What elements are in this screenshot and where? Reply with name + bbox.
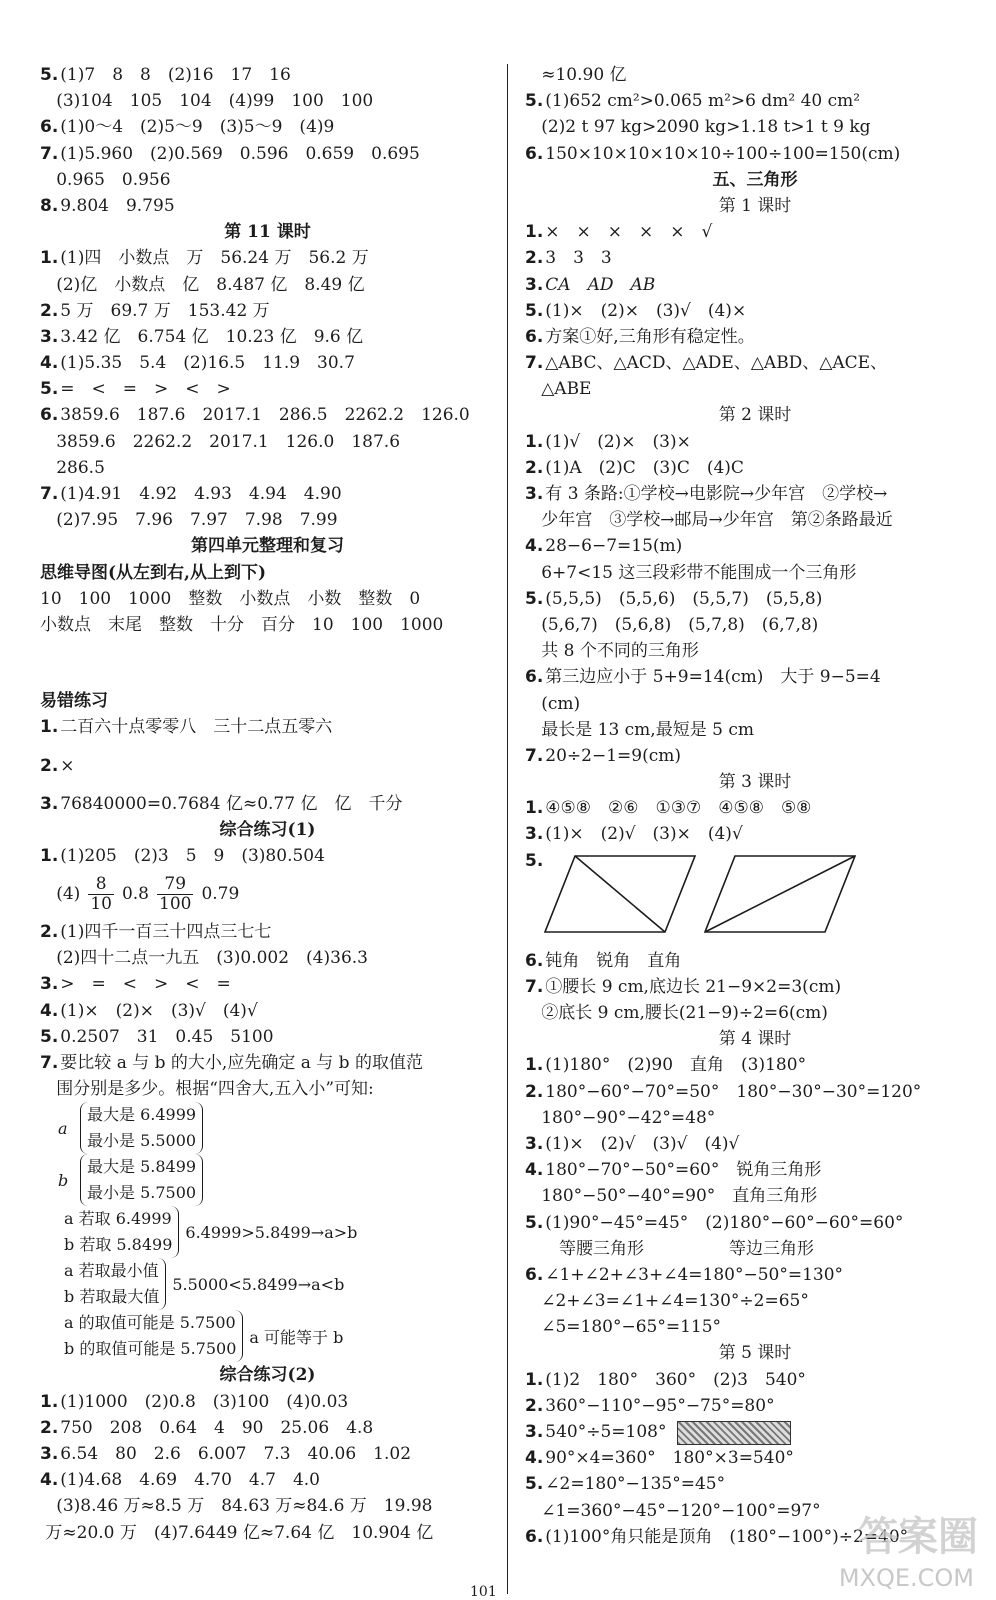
item-number: 2. bbox=[525, 1395, 544, 1416]
answer-text: a 若取最小值 bbox=[64, 1261, 159, 1281]
answer-text: 0.2507 31 0.45 5100 bbox=[60, 1026, 274, 1047]
answer-text: × bbox=[60, 755, 75, 776]
item-number: 5. bbox=[525, 588, 544, 609]
section-heading: 第 5 课时 bbox=[718, 1343, 792, 1364]
answer-text: (1)× (2)× (3)√ (4)√ bbox=[60, 1000, 258, 1021]
answer-text: 90°×4=360° 180°×3=540° bbox=[545, 1448, 794, 1469]
range-brace-a bbox=[58, 1102, 495, 1154]
answer-text: 万≈20.0 万 (4)7.6449 亿≈7.64 亿 10.904 亿 bbox=[45, 1522, 434, 1543]
answer-text: 3.42 亿 6.754 亿 10.23 亿 9.6 亿 bbox=[60, 326, 364, 347]
item-number: 4. bbox=[525, 536, 544, 557]
item-number: 7. bbox=[40, 143, 59, 164]
item-number: 2. bbox=[525, 248, 544, 269]
answer-text: △ABE bbox=[541, 379, 592, 400]
answer-text: 540°÷5=108° bbox=[545, 1422, 667, 1442]
case-brace-3 bbox=[58, 1310, 495, 1362]
answer-text: △ABC、△ACD、△ADE、△ABD、△ACE、 bbox=[545, 353, 888, 374]
item-number: 5. bbox=[525, 850, 544, 871]
section-heading: 综合练习(1) bbox=[219, 819, 316, 840]
answer-text: 10 100 1000 整数 小数点 小数 整数 0 bbox=[40, 588, 421, 609]
answer-text: (1)四 小数点 万 56.24 万 56.2 万 bbox=[60, 248, 369, 269]
answer-text: 最小是 5.5000 bbox=[87, 1131, 197, 1151]
section-heading: 第四单元整理和复习 bbox=[191, 536, 344, 557]
item-number: 6. bbox=[525, 143, 544, 164]
answer-text: (2)四十二点一九五 (3)0.002 (4)36.3 bbox=[56, 948, 368, 969]
answer-text: 有 3 条路:①学校→电影院→少年宫 ②学校→ bbox=[545, 484, 888, 504]
item-number: 5. bbox=[40, 379, 59, 400]
answer-text: 最大是 6.4999 bbox=[87, 1105, 197, 1125]
answer-text: b 若取 5.8499 bbox=[64, 1235, 173, 1255]
answer-text: (1)100°角只能是顶角 (180°−100°)÷2=40° bbox=[545, 1526, 909, 1547]
answer-text: 二百六十点零零八 三十二点五零六 bbox=[60, 717, 333, 738]
answer-text: (1)5.960 (2)0.569 0.596 0.659 0.695 bbox=[60, 143, 420, 164]
denominator: 100 bbox=[159, 894, 192, 915]
answer-text: 3859.6 2262.2 2017.1 126.0 187.6 bbox=[56, 431, 401, 452]
answer-text: 钝角 锐角 直角 bbox=[545, 950, 682, 971]
answer-text: 等腰三角形 等边三角形 bbox=[525, 1238, 814, 1259]
item-number: 1. bbox=[40, 717, 59, 738]
answer-text: b 的取值可能是 5.7500 bbox=[64, 1339, 237, 1359]
brace-box bbox=[58, 1206, 179, 1258]
item-number: 6. bbox=[40, 405, 59, 426]
parallelogram-figures bbox=[525, 848, 985, 948]
answer-text: (1)× (2)× (3)√ (4)× bbox=[545, 300, 747, 321]
column-divider bbox=[507, 64, 508, 1594]
answer-text: b 若取最大值 bbox=[64, 1287, 160, 1307]
answer-text: 0.79 bbox=[201, 884, 240, 905]
item-number: 3. bbox=[525, 1422, 544, 1442]
right-column bbox=[525, 62, 985, 1550]
section-heading: 综合练习(2) bbox=[219, 1365, 316, 1386]
item-number: 2. bbox=[40, 1417, 59, 1438]
item-number: 6. bbox=[525, 326, 544, 347]
answer-text: ④⑤⑧ ②⑥ ①③⑦ ④⑤⑧ ⑤⑧ bbox=[545, 798, 812, 819]
subsection-heading: 思维导图(从左到右,从上到下) bbox=[40, 562, 267, 583]
answer-text: 最长是 13 cm,最短是 5 cm bbox=[541, 719, 754, 740]
answer-text: ∠5=180°−65°=115° bbox=[541, 1317, 722, 1338]
answer-text: 28−6−7=15(m) bbox=[545, 536, 683, 557]
item-number: 6. bbox=[525, 950, 544, 971]
answer-text: a 可能等于 b bbox=[249, 1327, 344, 1347]
answer-text: (1)0～4 (2)5～9 (3)5～9 (4)9 bbox=[60, 117, 335, 138]
answer-text: (1)2 180° 360° (2)3 540° bbox=[545, 1369, 806, 1390]
answer-text: (1)√ (2)× (3)× bbox=[545, 431, 691, 452]
answer-text: (1)205 (2)3 5 9 (3)80.504 bbox=[60, 845, 325, 866]
numerator: 79 bbox=[157, 875, 193, 895]
answer-text: 共 8 个不同的三角形 bbox=[541, 641, 699, 662]
answer-text: 180°−90°−42°=48° bbox=[541, 1107, 716, 1128]
answer-text: 第三边应小于 5+9=14(cm) 大于 9−5=4 bbox=[545, 667, 881, 688]
item-number: 2. bbox=[40, 300, 59, 321]
item-number: 3. bbox=[525, 484, 544, 504]
fraction-row bbox=[40, 638, 495, 688]
answer-text: × × × × × √ bbox=[545, 222, 713, 243]
answer-text: > = < > < = bbox=[60, 974, 231, 995]
answer-text: 6.4999>5.8499→a>b bbox=[185, 1222, 358, 1242]
item-number: 4. bbox=[40, 1470, 59, 1491]
answer-text: (1)1000 (2)0.8 (3)100 (4)0.03 bbox=[60, 1391, 349, 1412]
answer-text: ∠1+∠2+∠3+∠4=180°−50°=130° bbox=[545, 1264, 844, 1285]
brace-box bbox=[58, 1258, 166, 1310]
answer-text: 6+7<15 这三段彩带不能围成一个三角形 bbox=[541, 562, 857, 583]
answer-text: (cm) bbox=[541, 693, 581, 714]
answer-text: (5,5,5) (5,5,6) (5,5,7) (5,5,8) bbox=[545, 588, 823, 609]
brace-box bbox=[80, 1102, 203, 1154]
fraction bbox=[157, 875, 193, 914]
item-number: 3. bbox=[525, 1133, 544, 1154]
answer-text: = < = > < > bbox=[60, 379, 231, 400]
answer-text: (3)8.46 万≈8.5 万 84.63 万≈84.6 万 19.98 bbox=[56, 1496, 433, 1517]
section-heading: 第 4 课时 bbox=[718, 1029, 792, 1050]
item-number: 4. bbox=[525, 1160, 544, 1181]
item-number: 5. bbox=[525, 1212, 544, 1233]
diagonal-left bbox=[575, 856, 665, 932]
item-number: 1. bbox=[40, 1391, 59, 1412]
answer-text: ∠2+∠3=∠1+∠4=130°÷2=65° bbox=[541, 1291, 809, 1312]
item-number: 4. bbox=[525, 1448, 544, 1469]
numerator: 8 bbox=[88, 875, 114, 895]
answer-text: 180°−50°−40°=90° 直角三角形 bbox=[541, 1186, 818, 1207]
answer-text: ①腰长 9 cm,底边长 21−9×2=3(cm) bbox=[545, 976, 842, 997]
page-number: 101 bbox=[470, 1584, 497, 1600]
item-number: 8. bbox=[40, 195, 59, 216]
item-number: 1. bbox=[525, 222, 544, 243]
answer-text: (1)四千一百三十四点三七七 bbox=[60, 922, 272, 943]
answer-text: 286.5 bbox=[56, 457, 105, 478]
answer-text: (1)× (2)√ (3)√ (4)√ bbox=[545, 1133, 740, 1154]
watermark-logo: 答案圈 bbox=[858, 1514, 978, 1560]
watermark-url: MXQE.COM bbox=[838, 1564, 974, 1592]
subsection-heading: 易错练习 bbox=[40, 691, 108, 712]
answer-text: 3 3 3 bbox=[545, 248, 612, 269]
section-heading: 第 1 课时 bbox=[718, 195, 792, 216]
parallelogram-svg bbox=[525, 848, 865, 948]
item-number: 3. bbox=[40, 793, 59, 814]
answer-text: 最小是 5.7500 bbox=[87, 1183, 197, 1203]
answer-text: CA AD AB bbox=[545, 274, 656, 295]
item-number: 2. bbox=[525, 1081, 544, 1102]
item-number: 7. bbox=[525, 976, 544, 997]
brace-label: a bbox=[58, 1118, 68, 1138]
answer-text: (1)180° (2)90 直角 (3)180° bbox=[545, 1055, 807, 1076]
section-heading: 第 3 课时 bbox=[718, 772, 792, 793]
case-brace-1 bbox=[58, 1206, 495, 1258]
item-number: 6. bbox=[525, 1526, 544, 1547]
answer-text: ≈10.90 亿 bbox=[541, 65, 627, 85]
answer-text: 20÷2−1=9(cm) bbox=[545, 745, 682, 766]
item-number: 3. bbox=[525, 824, 544, 845]
item-number: 6. bbox=[40, 117, 59, 138]
answer-text: (1)× (2)√ (3)× (4)√ bbox=[545, 824, 743, 845]
item-number: 1. bbox=[525, 1055, 544, 1076]
answer-text: (1)4.68 4.69 4.70 4.7 4.0 bbox=[60, 1470, 321, 1491]
item-number: 7. bbox=[525, 745, 544, 766]
answer-text: 6.54 80 2.6 6.007 7.3 40.06 1.02 bbox=[60, 1443, 412, 1464]
answer-text: (1)90°−45°=45° (2)180°−60°−60°=60° bbox=[545, 1212, 904, 1233]
answer-text: 小数点 末尾 整数 十分 百分 10 100 1000 bbox=[40, 614, 444, 635]
range-brace-b bbox=[58, 1154, 495, 1206]
brace-box bbox=[58, 1310, 243, 1362]
answer-text: (5,6,7) (5,6,8) (5,7,8) (6,7,8) bbox=[541, 614, 819, 635]
item-number: 5. bbox=[525, 91, 544, 112]
item-number: 2. bbox=[525, 457, 544, 478]
answer-text: 要比较 a 与 b 的大小,应先确定 a 与 b 的取值范 bbox=[60, 1053, 423, 1073]
section-heading: 第 11 课时 bbox=[224, 222, 311, 243]
section-heading: 第 2 课时 bbox=[718, 405, 792, 426]
item-number: 5. bbox=[525, 1474, 544, 1495]
brace-box bbox=[80, 1154, 203, 1206]
item-number: 4. bbox=[40, 1000, 59, 1021]
answer-text: ∠2=180°−135°=45° bbox=[545, 1474, 726, 1495]
answer-text: (4) bbox=[56, 884, 81, 905]
answer-text: (1)A (2)C (3)C (4)C bbox=[545, 457, 744, 478]
answer-text: (2)7.95 7.96 7.97 7.98 7.99 bbox=[56, 510, 338, 531]
answer-text: 5.5000<5.8499→a<b bbox=[172, 1274, 345, 1294]
item-number: 7. bbox=[40, 484, 59, 504]
answer-text: 少年宫 ③学校→邮局→少年宫 第②条路最近 bbox=[541, 510, 893, 531]
item-number: 5. bbox=[525, 300, 544, 321]
answer-text: (1)4.91 4.92 4.93 4.94 4.90 bbox=[60, 484, 342, 504]
item-number: 2. bbox=[40, 922, 59, 943]
item-number: 7. bbox=[525, 353, 544, 374]
item-number: 3. bbox=[40, 326, 59, 347]
item-number: 5. bbox=[40, 1026, 59, 1047]
item-number: 1. bbox=[525, 431, 544, 452]
item-number: 5. bbox=[40, 65, 59, 85]
item-number: 1. bbox=[40, 845, 59, 866]
item-number: 3. bbox=[40, 1443, 59, 1464]
denominator: 10 bbox=[90, 894, 112, 915]
item-number: 3. bbox=[40, 974, 59, 995]
answer-text: 0.965 0.956 bbox=[56, 169, 171, 190]
answer-text: (2)亿 小数点 亿 8.487 亿 8.49 亿 bbox=[56, 274, 365, 295]
item-number: 1. bbox=[525, 798, 544, 819]
answer-text: 5 万 69.7 万 153.42 万 bbox=[60, 300, 270, 321]
answer-text: (1)5.35 5.4 (2)16.5 11.9 30.7 bbox=[60, 353, 355, 374]
item-number: 6. bbox=[525, 1264, 544, 1285]
item-number: 1. bbox=[525, 1369, 544, 1390]
answer-text: a 的取值可能是 5.7500 bbox=[64, 1313, 236, 1333]
answer-text: (3)104 105 104 (4)99 100 100 bbox=[56, 91, 374, 112]
answer-text: (2)2 t 97 kg>2090 kg>1.18 t>1 t 9 kg bbox=[541, 117, 871, 138]
answer-text: 180°−60°−70°=50° 180°−30°−30°=120° bbox=[545, 1081, 922, 1102]
answer-text: 方案①好,三角形有稳定性。 bbox=[545, 326, 755, 347]
answer-text: 0.8 bbox=[121, 884, 149, 905]
answer-text: 750 208 0.64 4 90 25.06 4.8 bbox=[60, 1417, 374, 1438]
answer-text: (1)652 cm²>0.065 m²>6 dm² 40 cm² bbox=[545, 91, 861, 112]
item-number: 3. bbox=[525, 274, 544, 295]
answer-text: 180°−70°−50°=60° 锐角三角形 bbox=[545, 1160, 822, 1181]
obscured-stamp bbox=[677, 1421, 791, 1445]
answer-text: 3859.6 187.6 2017.1 286.5 2262.2 126.0 bbox=[60, 405, 470, 426]
answer-text: a 若取 6.4999 bbox=[64, 1209, 172, 1229]
diagonal-right bbox=[705, 856, 855, 932]
case-brace-2 bbox=[58, 1258, 495, 1310]
answer-text: 150×10×10×10×10÷100÷100=150(cm) bbox=[545, 143, 901, 164]
answer-text: 最大是 5.8499 bbox=[87, 1157, 197, 1177]
item-number: 1. bbox=[40, 248, 59, 269]
item-number: 7. bbox=[40, 1053, 59, 1073]
answer-text: (1)7 8 8 (2)16 17 16 bbox=[60, 65, 291, 85]
answer-text: 360°−110°−95°−75°=80° bbox=[545, 1395, 775, 1416]
item-number: 2. bbox=[40, 755, 59, 776]
item-number: 4. bbox=[40, 353, 59, 374]
answer-text: ∠1=360°−45°−120°−100°=97° bbox=[541, 1500, 821, 1521]
left-column bbox=[40, 62, 495, 1546]
fraction bbox=[88, 875, 114, 914]
answer-text: 围分别是多少。根据“四舍大,五入小”可知: bbox=[56, 1079, 374, 1100]
answer-text: 76840000=0.7684 亿≈0.77 亿 亿 千分 bbox=[60, 793, 403, 814]
brace-label: b bbox=[58, 1170, 69, 1190]
item-number: 6. bbox=[525, 667, 544, 688]
answer-text: ②底长 9 cm,腰长(21−9)÷2=6(cm) bbox=[541, 1003, 828, 1023]
answer-text: 9.804 9.795 bbox=[60, 195, 175, 216]
chapter-heading: 五、三角形 bbox=[712, 169, 798, 190]
